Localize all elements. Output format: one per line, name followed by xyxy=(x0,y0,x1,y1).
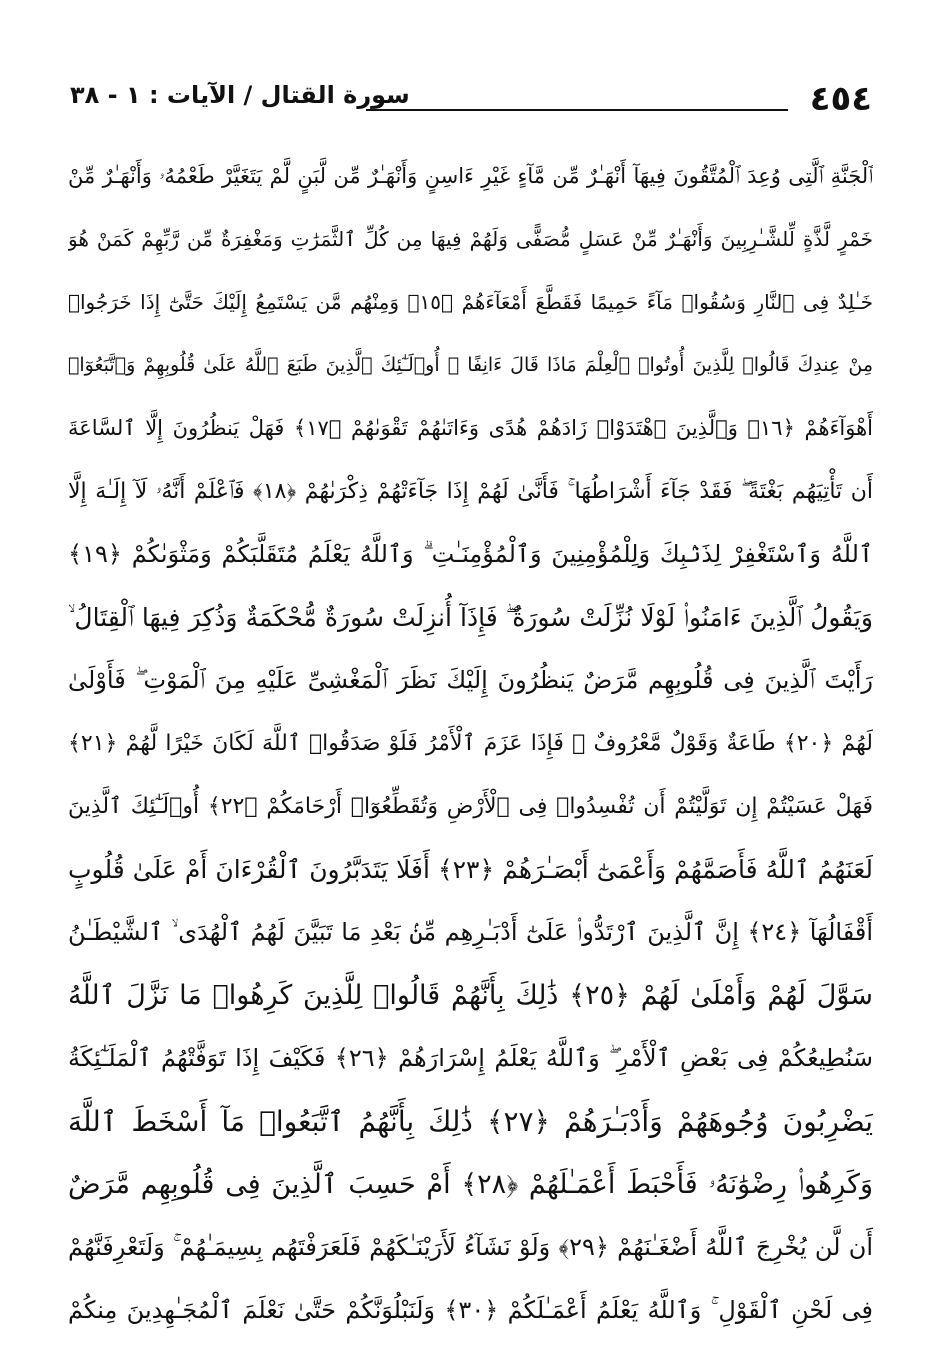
text-line: خَـٰلِدٌ فِى ٱلنَّارِ وَسُقُوا۟ مَآءً حَمِيمًا فَقَطَّعَ أَمْعَآءَهُمْ ﴿١٥﴾ وَمِنْهُم مَّن يَسْتَمِعُ إِلَيْكَ حَتَّىٰٓ إِذَا خَرَجُوا۟ xyxy=(68,290,873,314)
text-line: مِنْ عِندِكَ قَالُوا۟ لِلَّذِينَ أُوتُوا۟ ٱلْعِلْمَ مَاذَا قَالَ ءَانِفًا ۚ أُو۟لَـٰٓئِكَ ٱلَّذِينَ طَبَعَ ٱللَّهُ عَلَىٰ قُلُوبِهِمْ وَٱتَّبَعُوٓا۟ xyxy=(68,354,873,376)
text-line: يَضْرِبُونَ وُجُوهَهُمْ وَأَدْبَـٰرَهُمْ ﴿٢٧﴾ ذَٰلِكَ بِأَنَّهُمُ ٱتَّبَعُوا۟ مَآ أَسْخَطَ ٱللَّهَ xyxy=(68,1105,873,1138)
header-rule xyxy=(366,109,788,111)
text-line: فَهَلْ عَسَيْتُمْ إِن تَوَلَّيْتُمْ أَن تُفْسِدُوا۟ فِى ٱلْأَرْضِ وَتُقَطِّعُوٓا۟ أَرْحَامَكُمْ ﴿٢٢﴾ أُو۟لَـٰٓئِكَ ٱلَّذِينَ xyxy=(68,794,873,819)
text-line: خَمْرٍ لَّذَّةٍ لِّلشَّـٰرِبِينَ وَأَنْهَـٰرٌ مِّنْ عَسَلٍ مُّصَفًّى وَلَهُمْ فِيهَا مِن كُلِّ ٱلثَّمَرَٰتِ وَمَغْفِرَةٌ مِّن رَّبِّهِمْ كَمَنْ هُوَ xyxy=(68,227,873,251)
text-line: وَكَرِهُوا۟ رِضْوَٰنَهُۥ فَأَحْبَطَ أَعْمَـٰلَهُمْ ﴿٢٨﴾ أَمْ حَسِبَ ٱلَّذِينَ فِى قُلُوبِهِم مَّرَضٌ xyxy=(68,1169,873,1200)
text-line: لَهُمْ ﴿٢٠﴾ طَاعَةٌ وَقَوْلٌ مَّعْرُوفٌ ۚ فَإِذَا عَزَمَ ٱلْأَمْرُ فَلَوْ صَدَقُوا۟ ٱللَّهَ لَكَانَ خَيْرًا لَّهُمْ ﴿٢١﴾ xyxy=(68,731,873,756)
text-line: رَأَيْتَ ٱلَّذِينَ فِى قُلُوبِهِم مَّرَضٌ يَنظُرُونَ إِلَيْكَ نَظَرَ ٱلْمَغْشِىِّ عَلَيْهِ مِنَ ٱلْمَوْتِ ۖ فَأَوْلَىٰ xyxy=(68,666,873,694)
text-line: أَهْوَآءَهُمْ ﴿١٦﴾ وَٱلَّذِينَ ٱهْتَدَوْا۟ زَادَهُمْ هُدًى وَءَاتَىٰهُمْ تَقْوَىٰهُمْ ﴿١٧﴾ فَهَلْ يَنظُرُونَ إِلَّا ٱلسَّاعَةَ xyxy=(68,416,873,440)
text-line: وَيَقُولُ ٱلَّذِينَ ءَامَنُوا۟ لَوْلَا نُزِّلَتْ سُورَةٌ ۖ فَإِذَآ أُنزِلَتْ سُورَةٌ مُّحْكَمَةٌ وَذُكِرَ فِيهَا ٱلْقِتَالُ ۙ xyxy=(68,603,873,632)
page-number: ٤٥٤ xyxy=(809,79,872,119)
text-line: سَوَّلَ لَهُمْ وَأَمْلَىٰ لَهُمْ ﴿٢٥﴾ ذَٰلِكَ بِأَنَّهُمْ قَالُوا۟ لِلَّذِينَ كَرِهُوا۟ مَا نَزَّلَ ٱللَّهُ xyxy=(68,980,873,1011)
text-line: أَن تَأْتِيَهُم بَغْتَةً ۖ فَقَدْ جَآءَ أَشْرَاطُهَا ۚ فَأَنَّىٰ لَهُمْ إِذَا جَآءَتْهُمْ ذِكْرَىٰهُمْ ﴿١٨﴾ فَٱعْلَمْ أَنَّهُۥ لَآ إِلَـٰهَ إِلَّا xyxy=(68,479,873,504)
text-line: فِى لَحْنِ ٱلْقَوْلِ ۚ وَٱللَّهُ يَعْلَمُ أَعْمَـٰلَكُمْ ﴿٣٠﴾ وَلَنَبْلُوَنَّكُمْ حَتَّىٰ نَعْلَمَ ٱلْمُجَـٰهِدِينَ مِنكُمْ xyxy=(68,1296,873,1324)
quran-text xyxy=(68,145,873,1342)
text-line: أَن لَّن يُخْرِجَ ٱللَّهُ أَضْغَـٰنَهُمْ ﴿٢٩﴾ وَلَوْ نَشَآءُ لَأَرَيْنَـٰكَهُمْ فَلَعَرَفْتَهُم بِسِيمَـٰهُمْ ۚ وَلَتَعْرِفَنَّهُمْ xyxy=(68,1233,873,1261)
page-header xyxy=(70,72,872,122)
text-line: لَعَنَهُمُ ٱللَّهُ فَأَصَمَّهُمْ وَأَعْمَىٰٓ أَبْصَـٰرَهُمْ ﴿٢٣﴾ أَفَلَا يَتَدَبَّرُونَ ٱلْقُرْءَانَ أَمْ عَلَىٰ قُلُوبٍ xyxy=(68,855,873,884)
text-line: ٱلْجَنَّةِ ٱلَّتِى وُعِدَ ٱلْمُتَّقُونَ فِيهَآ أَنْهَـٰرٌ مِّن مَّآءٍ غَيْرِ ءَاسِنٍ وَأَنْهَـٰرٌ مِّن لَّبَنٍ لَّمْ يَتَغَيَّرْ طَعْمُهُۥ وَأَنْهَـٰرٌ مِّنْ xyxy=(68,164,873,188)
running-title: سورة القتال / الآيات : ١ - ٣٨ xyxy=(70,81,410,109)
text-line: سَنُطِيعُكُمْ فِى بَعْضِ ٱلْأَمْرِ ۖ وَٱللَّهُ يَعْلَمُ إِسْرَارَهُمْ ﴿٢٦﴾ فَكَيْفَ إِذَا تَوَفَّتْهُمُ ٱلْمَلَـٰٓئِكَةُ xyxy=(68,1044,873,1072)
text-line: ٱللَّهُ وَٱسْتَغْفِرْ لِذَنۢبِكَ وَلِلْمُؤْمِنِينَ وَٱلْمُؤْمِنَـٰتِ ۗ وَٱللَّهُ يَعْلَمُ مُتَقَلَّبَكُمْ وَمَثْوَىٰكُمْ ﴿١٩﴾ xyxy=(68,540,873,568)
text-line: أَقْفَالُهَآ ﴿٢٤﴾ إِنَّ ٱلَّذِينَ ٱرْتَدُّوا۟ عَلَىٰٓ أَدْبَـٰرِهِم مِّنۢ بَعْدِ مَا تَبَيَّنَ لَهُمُ ٱلْهُدَى ۙ ٱلشَّيْطَـٰنُ xyxy=(68,918,873,946)
